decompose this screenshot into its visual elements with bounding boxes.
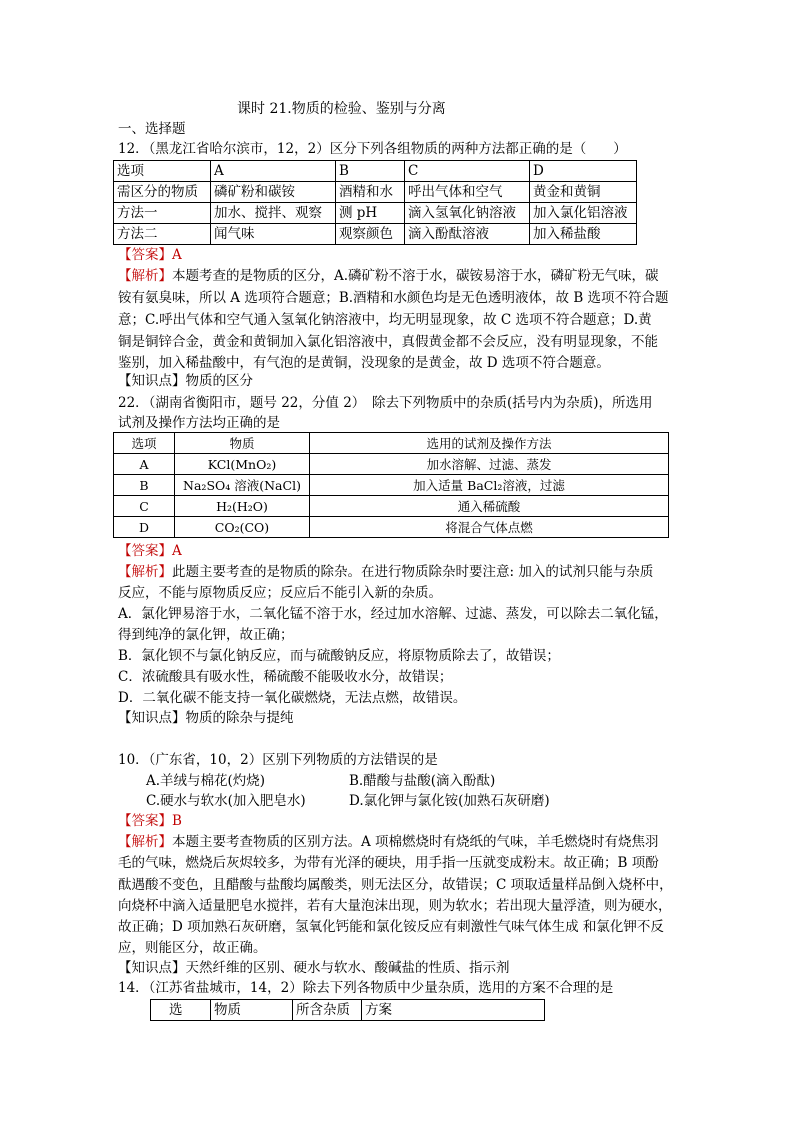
table-cell: 加入稀盐酸 — [530, 224, 637, 245]
table-row — [114, 224, 637, 245]
q22-table — [113, 432, 669, 538]
q12-analysis-line — [118, 266, 659, 286]
table-cell: 观察颜色 — [336, 224, 405, 245]
knowledge-text: 物质的区分 — [185, 373, 253, 389]
q22-analysis-line: 得到纯净的氯化钾，故正确； — [118, 627, 294, 643]
table-cell: Na₂SO₄ 溶液(NaCl) — [175, 475, 310, 496]
table-cell: 选项 — [114, 161, 211, 182]
table-row — [114, 475, 669, 496]
table-cell: 滴入氢氧化钠溶液 — [405, 203, 530, 224]
table-cell: 所含杂质 — [293, 1000, 362, 1021]
table-cell: 加入适量 BaCl₂溶液，过滤 — [310, 475, 669, 496]
table-cell: 黄金和黄铜 — [530, 182, 637, 203]
q12-analysis-line: 鉴别，加入稀盐酸中，有气泡的是黄铜，没现象的是黄金，故 D 选项不符合题意。 — [118, 355, 610, 371]
table-cell: 加水溶解、过滤、蒸发 — [310, 454, 669, 475]
q22-analysis-line: C．浓硫酸具有吸水性，稀硫酸不能吸收水分，故错误； — [118, 669, 453, 685]
analysis-text: 此题主要考查的是物质的除杂。在进行物质除杂时要注意: 加入的试剂只能与杂质 — [172, 564, 654, 580]
q22-analysis-line — [118, 562, 653, 582]
table-cell: KCl(MnO₂) — [175, 454, 310, 475]
table-row — [114, 433, 669, 454]
q22-answer — [118, 541, 182, 561]
table-cell: 选用的试剂及操作方法 — [310, 433, 669, 454]
q10-analysis-line: 应，则能区分，故正确。 — [118, 940, 267, 956]
q22-analysis-line: A．氯化钾易溶于水，二氧化锰不溶于水，经过加水溶解、过滤、蒸发，可以除去二氧化锰， — [118, 606, 668, 622]
table-cell: 方法一 — [114, 203, 211, 224]
q12-knowledge — [118, 371, 253, 391]
q10-answer — [118, 811, 182, 831]
q10-analysis-line: 故正确；D 项加熟石灰研磨，氢氧化钙能和氯化铵反应有刺激性气味气体生成 和氯化钾不反 — [118, 919, 664, 935]
table-cell: 选项 — [114, 433, 175, 454]
answer-value: B — [172, 813, 182, 829]
knowledge-text: 物质的除杂与提纯 — [185, 710, 294, 726]
q12-analysis-line: 铵有氨臭味，所以 A 选项符合题意；B.酒精和水颜色均是无色透明液体，故 B 选项不符合题 — [118, 290, 669, 306]
q22-analysis-line: 反应，不能与原物质反应；反应后不能引入新的杂质。 — [118, 585, 442, 601]
q12-stem: 12．（黑龙江省哈尔滨市，12，2）区分下列各组物质的两种方法都正确的是（ ） — [118, 141, 627, 157]
q10-analysis-line: 毛的气味，燃烧后灰烬较多，为带有光泽的硬块，用手指一压就变成粉末。故正确；B 项酚 — [118, 855, 659, 871]
table-cell: 加水、搅拌、观察 — [211, 203, 336, 224]
table-cell: H₂(H₂O) — [175, 496, 310, 517]
table-cell: B — [114, 475, 175, 496]
table-cell: 闻气味 — [211, 224, 336, 245]
table-cell: B — [336, 161, 405, 182]
table-cell: 滴入酚酞溶液 — [405, 224, 530, 245]
q22-analysis-line: D．二氧化碳不能支持一氧化碳燃烧，无法点燃，故错误。 — [118, 690, 467, 706]
table-row — [114, 161, 637, 182]
table-row — [114, 182, 637, 203]
q12-table — [113, 160, 637, 245]
knowledge-tag: 【知识点】 — [118, 960, 186, 976]
q10-analysis-line: 酞遇酸不变色，且醋酸与盐酸均属酸类，则无法区分，故错误；C 项取适量样品倒入烧杯中， — [118, 877, 673, 893]
answer-value: A — [172, 247, 182, 263]
q22-stem-cont: 试剂及操作方法均正确的是 — [118, 415, 280, 431]
table-row — [114, 203, 637, 224]
q10-stem: 10．（广东省，10，2）区别下列物质的方法错误的是 — [118, 752, 438, 768]
knowledge-tag: 【知识点】 — [118, 710, 186, 726]
answer-value: A — [172, 543, 182, 559]
table-cell: 物质 — [175, 433, 310, 454]
q22-knowledge — [118, 708, 294, 728]
table-cell: A — [211, 161, 336, 182]
table-row — [114, 496, 669, 517]
analysis-text: 本题主要考查物质的区别方法。A 项棉燃烧时有烧纸的气味，羊毛燃烧时有烧焦羽 — [172, 834, 659, 850]
answer-tag: 【答案】 — [118, 543, 172, 559]
table-cell: 方案 — [362, 1000, 545, 1021]
answer-tag: 【答案】 — [118, 247, 172, 263]
table-cell: C — [114, 496, 175, 517]
q10-analysis-line — [118, 832, 659, 852]
q10-analysis-line: 向烧杯中滴入适量肥皂水搅拌，若有大量泡沫出现，则为软水；若出现大量浮渣，则为硬水， — [118, 898, 672, 914]
section-heading: 一、选择题 — [118, 121, 186, 137]
table-cell: 加入氯化铝溶液 — [530, 203, 637, 224]
q12-analysis-line: 铜是铜锌合金，黄金和黄铜加入氯化铝溶液中，真假黄金都不会反应，没有明显现象，不能 — [118, 334, 658, 350]
knowledge-tag: 【知识点】 — [118, 373, 186, 389]
q10-option-a: A.羊绒与棉花(灼烧) — [146, 773, 266, 789]
table-cell: 选 — [151, 1000, 211, 1021]
table-cell: 呼出气体和空气 — [405, 182, 530, 203]
q22-stem: 22．（湖南省衡阳市，题号 22，分值 2） 除去下列物质中的杂质(括号内为杂质)，所选用 — [118, 395, 653, 411]
table-cell: 酒精和水 — [336, 182, 405, 203]
table-row — [114, 517, 669, 538]
table-cell: 测 pH — [336, 203, 405, 224]
q10-knowledge — [118, 958, 510, 978]
q12-answer — [118, 245, 182, 265]
table-cell: CO₂(CO) — [175, 517, 310, 538]
page-title: 课时 21.物质的检验、鉴别与分离 — [237, 101, 446, 117]
q22-analysis-line: B．氯化钡不与氯化钠反应，而与硫酸钠反应，将原物质除去了，故错误； — [118, 648, 560, 664]
table-cell: D — [114, 517, 175, 538]
table-cell: 需区分的物质 — [114, 182, 211, 203]
analysis-text: 本题考查的是物质的区分，A.磷矿粉不溶于水，碳铵易溶于水，磷矿粉无气味，碳 — [172, 268, 659, 284]
q10-option-b: B.醋酸与盐酸(滴入酚酞) — [349, 773, 496, 789]
analysis-tag: 【解析】 — [118, 564, 172, 580]
table-cell: 将混合气体点燃 — [310, 517, 669, 538]
analysis-tag: 【解析】 — [118, 834, 172, 850]
q10-option-d: D.氯化钾与氯化铵(加熟石灰研磨) — [349, 793, 550, 809]
answer-tag: 【答案】 — [118, 813, 172, 829]
table-cell: A — [114, 454, 175, 475]
q12-analysis-line: 意；C.呼出气体和空气通入氢氧化钠溶液中，均无明显现象，故 C 选项不符合题意；D.黄 — [118, 312, 652, 328]
q14-stem: 14．（江苏省盐城市，14，2）除去下列各物质中少量杂质，选用的方案不合理的是 — [118, 980, 614, 996]
table-cell: 通入稀硫酸 — [310, 496, 669, 517]
table-cell: C — [405, 161, 530, 182]
table-cell: 方法二 — [114, 224, 211, 245]
table-cell: 磷矿粉和碳铵 — [211, 182, 336, 203]
table-cell: D — [530, 161, 637, 182]
table-row — [114, 454, 669, 475]
q14-table — [150, 999, 545, 1021]
q10-option-c: C.硬水与软水(加入肥皂水) — [146, 793, 306, 809]
table-cell: 物质 — [211, 1000, 293, 1021]
analysis-tag: 【解析】 — [118, 268, 172, 284]
table-row — [151, 1000, 545, 1021]
knowledge-text: 天然纤维的区别、硬水与软水、酸碱盐的性质、指示剂 — [185, 960, 510, 976]
